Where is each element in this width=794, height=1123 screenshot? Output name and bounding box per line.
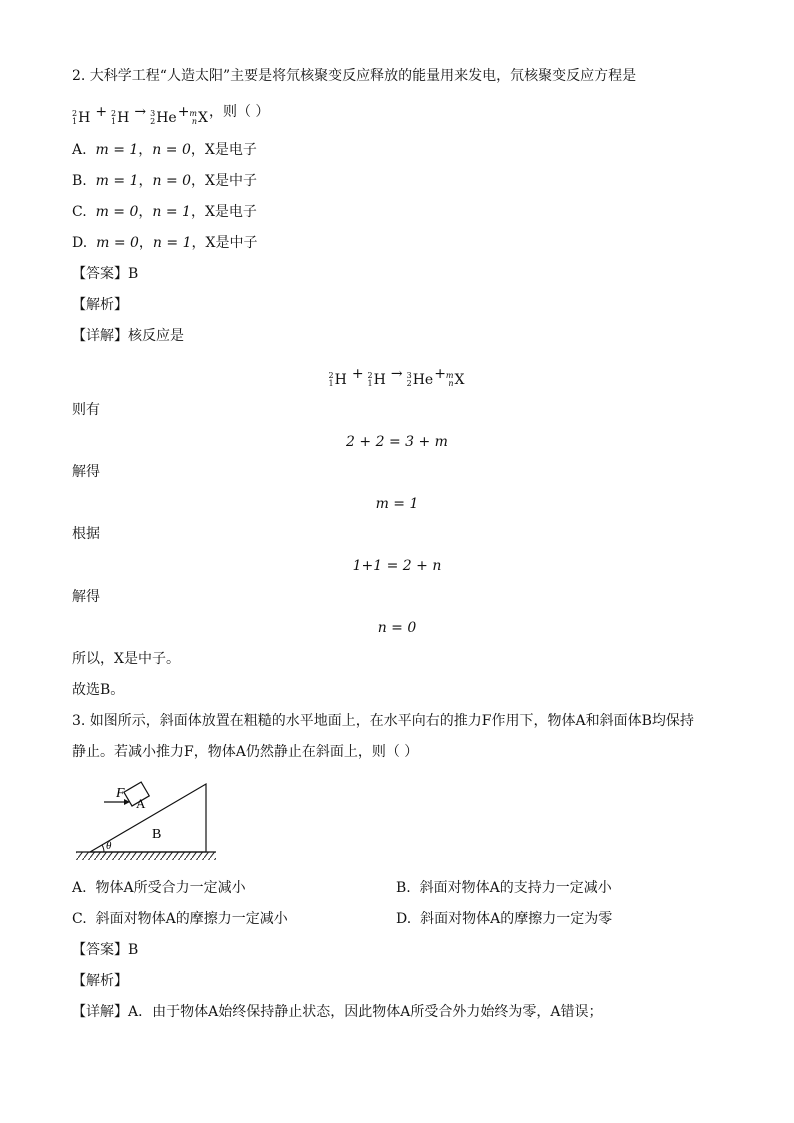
q2-solve2: 解得 xyxy=(72,589,100,605)
q3-answer: 【答案】B xyxy=(72,942,139,958)
q2-choose: 故选B。 xyxy=(72,682,125,698)
q3-stem-line2: 静止。若减小推力F，物体A仍然静止在斜面上，则（ ） xyxy=(72,744,419,760)
q3-option-c: C. 斜面对物体A的摩擦力一定减小 xyxy=(72,911,288,927)
label-theta: θ xyxy=(106,840,112,852)
q2-according: 根据 xyxy=(72,526,100,542)
q3-analysis-label: 【解析】 xyxy=(72,973,128,989)
nuclide-x: m n X xyxy=(189,109,208,126)
q2-eq1: 2 + 2 = 3 + m xyxy=(346,434,448,450)
q2-eq4: n = 0 xyxy=(377,620,417,636)
q2-eq2: m = 1 xyxy=(375,496,419,512)
q2-option-d: D. m = 0，n = 1，X是中子 xyxy=(72,235,258,251)
q3-detail: 【详解】A．由于物体A始终保持静止状态，因此物体A所受合外力始终为零，A错误； xyxy=(72,1004,603,1020)
angle-arc xyxy=(102,845,104,852)
q3-stem-line1: 3. 如图所示，斜面体放置在粗糙的水平地面上，在水平向右的推力F作用下，物体A和斜面体B均保持 xyxy=(72,713,694,729)
q2-analysis-label: 【解析】 xyxy=(72,297,128,313)
q2-option-b: B. m = 1，n = 0，X是中子 xyxy=(72,173,258,189)
label-b: B xyxy=(152,827,162,842)
q2-stem-line1: 2. 大科学工程“人造太阳”主要是将氘核聚变反应释放的能量用来发电，氘核聚变反应方程是 xyxy=(72,68,637,84)
label-a: A xyxy=(136,796,146,811)
q2-solve1: 解得 xyxy=(72,464,100,480)
q3-option-b: B. 斜面对物体A的支持力一定减小 xyxy=(396,880,612,896)
q2-answer: 【答案】B xyxy=(72,266,139,282)
nuclide-h2: 2 1 H xyxy=(111,109,130,126)
q2-option-c: C. m = 0，n = 1，X是电子 xyxy=(72,204,257,220)
q2-conclusion: 所以，X是中子。 xyxy=(72,651,180,667)
q2-eq3: 1+1 = 2 + n xyxy=(352,558,442,574)
q2-reaction-equation: 2 1 H + 2 1 H → 3 2 He + m n X xyxy=(328,366,465,388)
q3-option-a: A. 物体A所受合力一定减小 xyxy=(72,880,246,896)
incline-figure xyxy=(72,778,222,862)
q2-equation-line: 2 1 H + 2 1 H → 3 2 He + m n X ，则（ ） xyxy=(72,104,270,126)
q2-detail: 【详解】核反应是 xyxy=(72,328,184,344)
q3-option-d: D. 斜面对物体A的摩擦力一定为零 xyxy=(396,911,613,927)
nuclide-h1: 2 1 H xyxy=(72,109,91,126)
label-f: F xyxy=(116,786,125,801)
nuclide-he: 3 2 He xyxy=(150,109,177,126)
q2-option-a: A. m = 1，n = 0，X是电子 xyxy=(72,142,257,158)
q2-then-has: 则有 xyxy=(72,402,100,418)
ground-hatching xyxy=(76,852,216,860)
